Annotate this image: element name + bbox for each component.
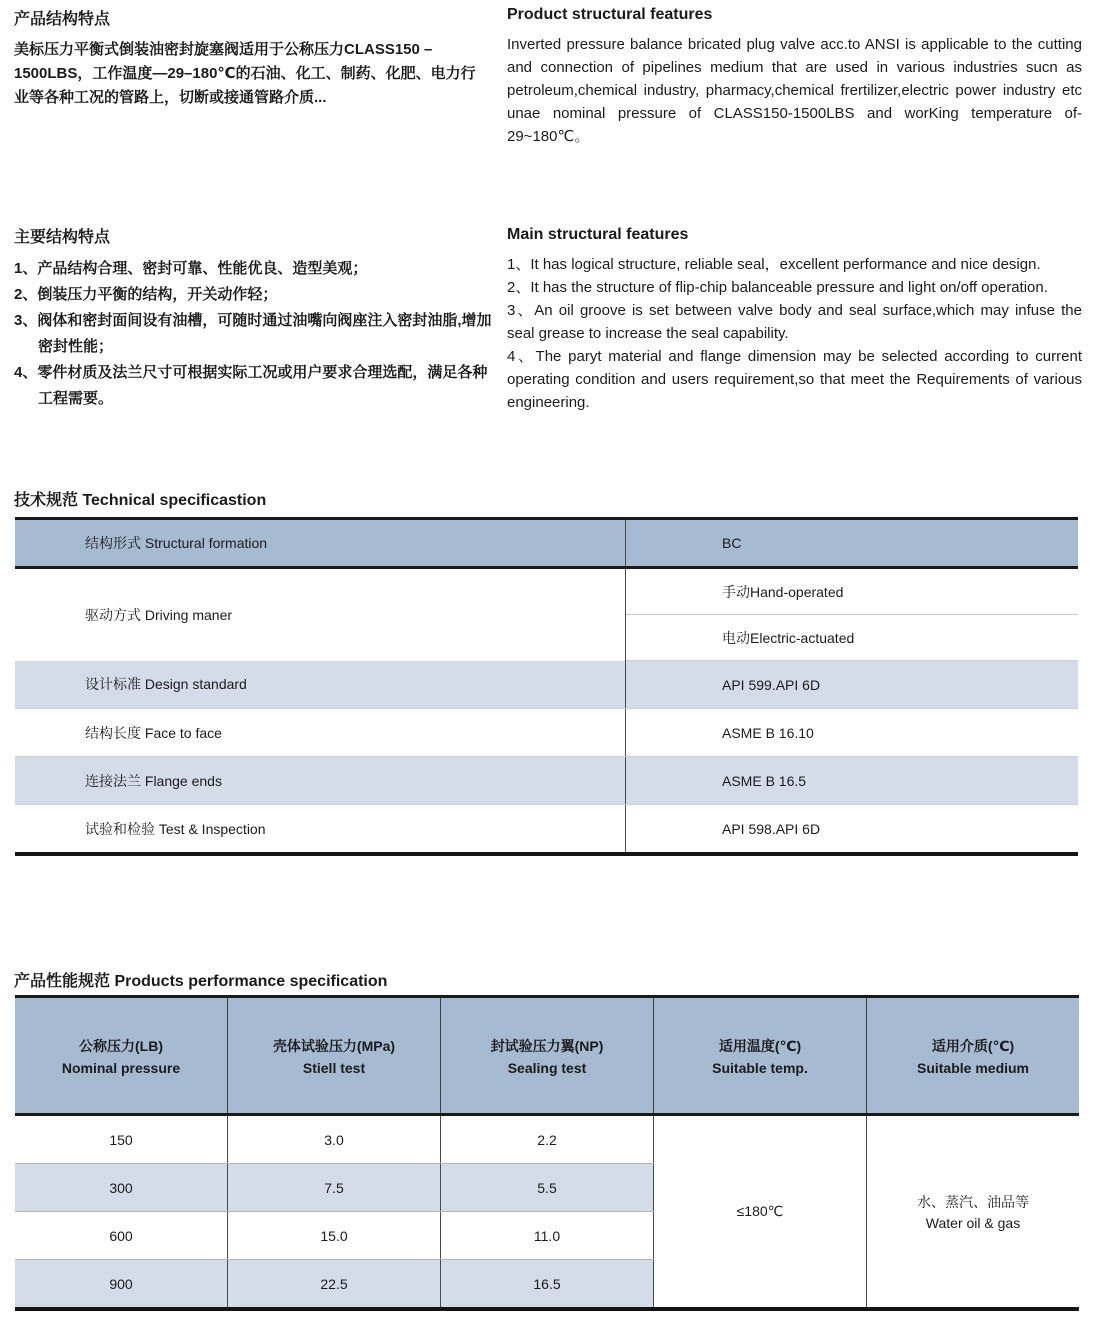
table-row [15,757,1078,805]
spec-value: 电动Electric-actuated [626,615,1079,661]
column-header [867,997,1080,1115]
performance-spec-heading: 产品性能规范 Products performance specification [14,973,388,990]
column-header-en: Stiell test [302,1059,366,1076]
spec-value: ASME B 16.10 [626,709,1079,757]
cell-nominal-pressure: 150 [15,1115,228,1164]
column-header-zh: 适用介质(℃) [931,1037,1015,1054]
product-features-en [507,6,1082,148]
column-header-zh: 适用温度(℃) [718,1037,802,1054]
list-item: 4、The paryt material and flange dimension may be selected according to current operating condition and users requirement,so that meet the Requirements of various engineering. [507,348,1082,411]
main-features-zh [14,224,494,412]
main-features-zh-list [14,256,494,412]
column-header [654,997,867,1115]
main-features-en-title: Main structural features [507,226,689,243]
spec-value: 手动Hand-operated [626,568,1079,615]
list-item: 1、产品结构合理、密封可靠、性能优良、造型美观； [14,260,368,277]
suitable-medium-en: Water oil & gas [925,1215,1021,1231]
list-item: 3、An oil groove is set between valve body and seal surface,which may infuse the seal grease to increase the seal capability. [507,302,1082,342]
table-row [15,661,1078,709]
product-features-zh [14,6,484,110]
spec-value: BC [626,519,1079,568]
technical-spec-table [15,517,1078,856]
column-header [441,997,654,1115]
list-item: 3、阀体和密封面间设有油槽，可随时通过油嘴向阀座注入密封油脂,增加密封性能； [14,312,492,355]
column-header-en: Sealing test [507,1059,587,1076]
cell-shell-test: 7.5 [228,1164,441,1212]
list-item: 2、倒装压力平衡的结构，开关动作轻； [14,286,278,303]
column-header-en: Nominal pressure [61,1059,181,1076]
column-header [228,997,441,1115]
table-row [15,1115,1079,1164]
column-header-en: Suitable temp. [712,1059,808,1076]
cell-sealing-test: 5.5 [441,1164,654,1212]
table-row [15,805,1078,855]
product-features-en-title: Product structural features [507,6,713,23]
list-item: 4、零件材质及法兰尺寸可根据实际工况或用户要求合理选配，满足各种工程需要。 [14,364,488,407]
technical-spec-heading: 技术规范 Technical specificastion [14,492,267,509]
column-header-en: Suitable medium [916,1059,1030,1076]
cell-shell-test: 22.5 [228,1260,441,1310]
list-item: 1、It has logical structure, reliable seal，excellent performance and nice design. [507,256,1041,273]
spec-value: API 598.API 6D [626,805,1079,855]
cell-nominal-pressure: 600 [15,1212,228,1260]
spec-value: API 599.API 6D [626,661,1079,709]
main-features-zh-title: 主要结构特点 [14,229,111,246]
cell-suitable-temp: ≤180℃ [654,1115,867,1310]
main-features-en [507,226,1082,414]
spec-label: 连接法兰 Flange ends [15,757,626,805]
cell-shell-test: 3.0 [228,1115,441,1164]
cell-nominal-pressure: 300 [15,1164,228,1212]
column-header-zh: 公称压力(LB) [79,1037,163,1054]
spec-label: 结构形式 Structural formation [15,519,626,568]
table-row [15,519,1078,568]
cell-shell-test: 15.0 [228,1212,441,1260]
product-features-zh-body: 美标压力平衡式倒装油密封旋塞阀适用于公称压力CLASS150 –1500LBS，工作温度—29–180℃的石油、化工、制药、化肥、电力行业等各种工况的管路上，切断或接通管路介质... [14,41,476,106]
product-features-zh-title: 产品结构特点 [14,11,111,28]
spec-label: 试验和检验 Test & Inspection [15,805,626,855]
column-header-zh: 封试验压力翼(NP) [490,1037,604,1054]
column-header [15,997,228,1115]
cell-suitable-medium [867,1115,1080,1310]
spec-value: ASME B 16.5 [626,757,1079,805]
table-row [15,568,1078,615]
column-header-zh: 壳体试验压力(MPa) [272,1037,396,1054]
spec-label: 驱动方式 Driving maner [15,568,626,661]
list-item: 2、It has the structure of flip-chip balanceable pressure and light on/off operation. [507,279,1048,296]
spec-label: 设计标准 Design standard [15,661,626,709]
cell-sealing-test: 11.0 [441,1212,654,1260]
cell-sealing-test: 16.5 [441,1260,654,1310]
spec-label: 结构长度 Face to face [15,709,626,757]
product-features-en-body: Inverted pressure balance bricated plug valve acc.to ANSI is applicable to the cutting and connection of pipelines medium that are used in various industries sucn as petroleum,chemical industry, pharmacy,chemical frertilizer,electric power industry etc unae nominal pressure of CLASS150-1500LBS and worKing temperature of-29~180℃。 [507,36,1082,145]
performance-spec-table [15,995,1079,1311]
suitable-medium-zh: 水、蒸汽、油品等 [917,1194,1029,1210]
main-features-en-list [507,253,1082,414]
cell-sealing-test: 2.2 [441,1115,654,1164]
table-header-row [15,997,1079,1115]
cell-nominal-pressure: 900 [15,1260,228,1310]
table-row [15,709,1078,757]
